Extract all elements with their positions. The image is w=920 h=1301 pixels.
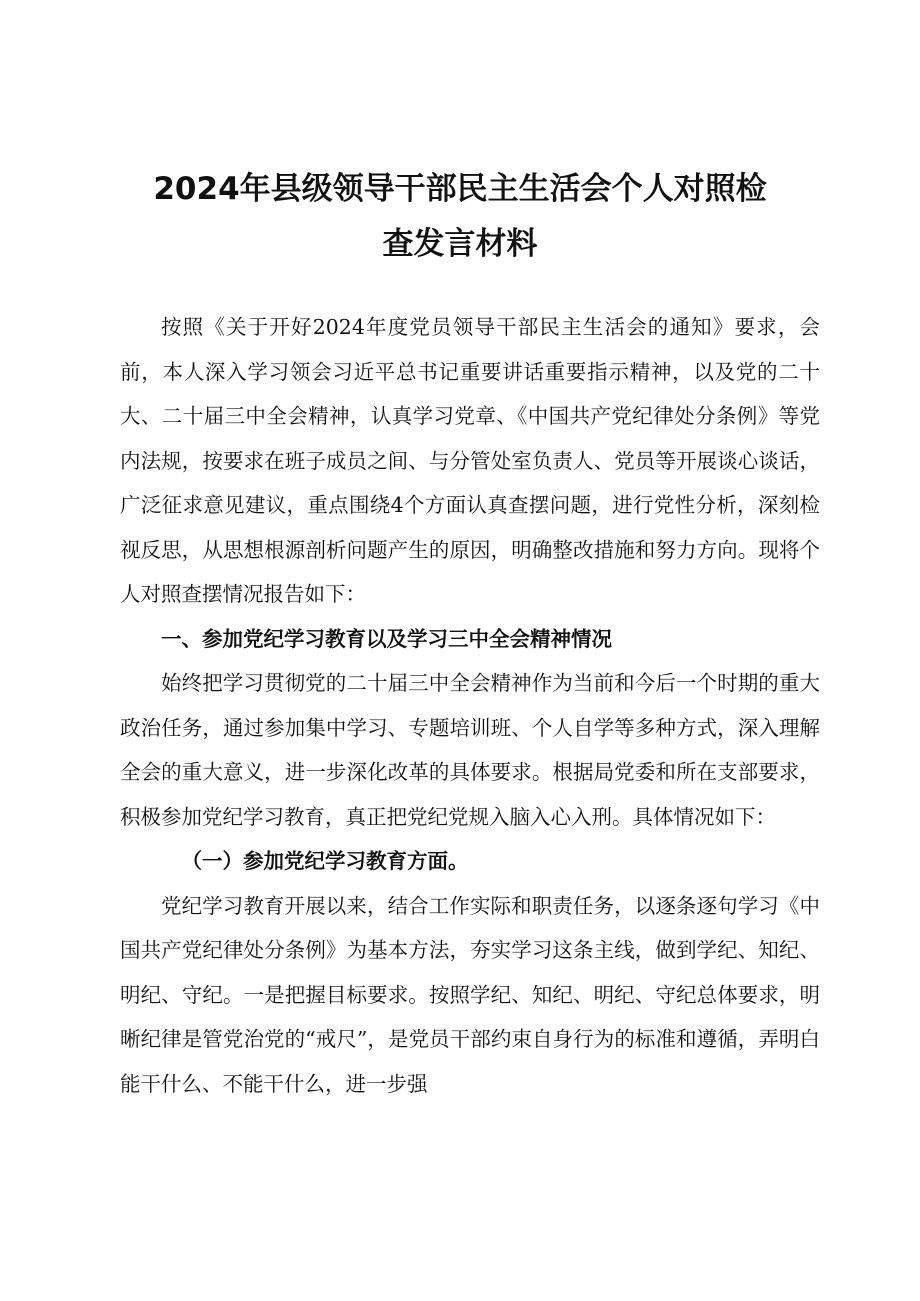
intro-paragraph: 按照《关于开好2024年度党员领导干部民主生活会的通知》要求，会前，本人深入学习领会习近平总书记重要讲话重要指示精神，以及党的二十大、二十届三中全会精神，认真学习党章、《中国共产党纪律处分条例》等党内法规，按要求在班子成员之间、与分管处室负责人、党员等开展谈心谈话，广泛征求意见建议，重点围绕4个方面认真查摆问题，进行党性分析，深刻检视反思，从思想根源剖析问题产生的原因，明确整改措施和努力方向。现将个人对照查摆情况报告如下： bbox=[120, 315, 820, 606]
document-body bbox=[120, 305, 820, 1106]
section-heading-1: 一、参加党纪学习教育以及学习三中全会精神情况 bbox=[161, 626, 612, 651]
subsection-heading-1: （一）参加党纪学习教育方面。 bbox=[181, 849, 469, 873]
section-1-paragraph: 始终把学习贯彻党的二十届三中全会精神作为当前和今后一个时期的重大政治任务，通过参加集中学习、专题培训班、个人自学等多种方式，深入理解全会的重大意义，进一步深化改革的具体要求。根据局党委和所在支部要求，积极参加党纪学习教育，真正把党纪党规入脑入心入刑。具体情况如下： bbox=[120, 671, 820, 829]
document-title-line-1: 2024年县级领导干部民主生活会个人对照检 bbox=[153, 171, 767, 207]
document-title-line-2: 查发言材料 bbox=[382, 226, 538, 262]
subsection-1-paragraph: 党纪学习教育开展以来，结合工作实际和职责任务，以逐条逐句学习《中国共产党纪律处分条例》为基本方法，夯实学习这条主线，做到学纪、知纪、明纪、守纪。一是把握目标要求。按照学纪、知纪、明纪、守纪总体要求，明晰纪律是管党治党的“戒尺”，是党员干部约束自身行为的标准和遵循，弄明白能干什么、不能干什么，进一步强 bbox=[120, 893, 820, 1096]
